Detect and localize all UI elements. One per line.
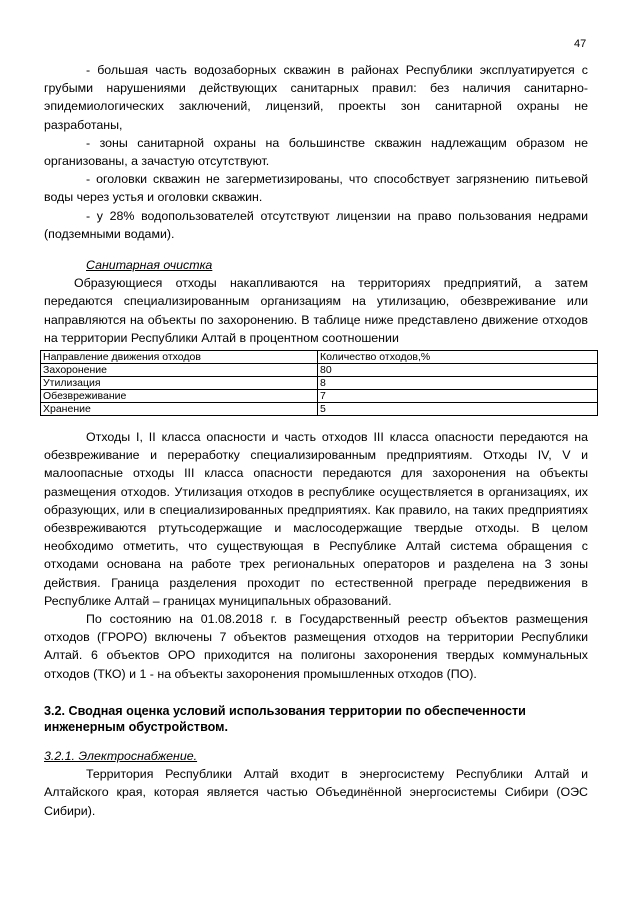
sanitary-section — [44, 256, 588, 347]
sanitary-heading: Санитарная очистка — [86, 258, 213, 272]
section-heading: 3.2. Сводная оценка условий использования территории по обеспеченности инженерным обустройством. — [44, 704, 526, 734]
energy-paragraph: Территория Республики Алтай входит в энергосистему Республики Алтай и Алтайского края, которая является частью Объединённой энергосистемы Сибири (ОЭС Сибири). — [44, 767, 588, 818]
table-row — [41, 403, 598, 416]
table-header-cell: Направление движения отходов — [41, 351, 318, 364]
table-cell: 7 — [318, 390, 598, 403]
table-cell: Утилизация — [41, 377, 318, 390]
body-paragraph: Отходы I, II класса опасности и часть отходов III класса опасности передаются на обезвреживание и переработку специализированным предприятиям. Отходы IV, V и малоопасные отходы III класса опасности передаются для захоронения на объекты размещения отходов. Утилизация отходов в республике осуществляется в организациях, их образующих, или в специализированных предприятиях. Как правило, на таких предприятиях обезвреживаются ртутьсодержащие и маслосодержащие твердые отходы. В целом необходимо отметить, что существующая в Республике Алтай система обращения с отходами основана на работе трех региональных операторов и разделена на 3 зоны действия. Граница разделения проходит по естественной преграде передвижения в Республике Алтай – границах муниципальных образований. — [44, 430, 588, 608]
table-cell: 80 — [318, 364, 598, 377]
list-item: - оголовки скважин не загерметизированы, что способствует загрязнению питьевой воды через устья и оголовки скважин. — [44, 172, 588, 205]
list-item: - у 28% водопользователей отсутствуют лицензии на право пользования недрами (подземными водами). — [44, 208, 588, 241]
table-cell: 8 — [318, 377, 598, 390]
body-paragraph: По состоянию на 01.08.2018 г. в Государственный реестр объектов размещения отходов (ГРОРО) включены 7 объектов размещения отходов на территории Республики Алтай. 6 объектов ОРО приходится на полигоны захоронения твердых коммунальных отходов (ТКО) и 1 - на объекты захоронения промышленных отходов (ПО). — [44, 612, 588, 681]
table-row — [41, 377, 598, 390]
waste-body — [44, 428, 588, 683]
table-cell: Обезвреживание — [41, 390, 318, 403]
well-issues-list — [44, 61, 588, 243]
energy-section — [44, 747, 588, 820]
table-cell: Захоронение — [41, 364, 318, 377]
sanitary-intro: Образующиеся отходы накапливаются на территориях предприятий, а затем передаются специализированным организациям на утилизацию, обезвреживание или направляются на объекты по захоронению. В таблице ниже представлено движение отходов на территории Республики Алтай в процентном соотношении — [44, 276, 588, 345]
table-row — [41, 364, 598, 377]
table-header-row — [41, 351, 598, 364]
waste-table — [40, 350, 598, 416]
table-header-cell: Количество отходов,% — [318, 351, 598, 364]
table-cell: 5 — [318, 403, 598, 416]
page-number: 47 — [574, 38, 587, 50]
energy-heading: 3.2.1. Электроснабжение. — [44, 749, 198, 763]
list-item: - зоны санитарной охраны на большинстве скважин надлежащим образом не организованы, а зачастую отсутствуют. — [44, 135, 588, 169]
list-item: - большая часть водозаборных скважин в районах Республики эксплуатируется с грубыми нарушениями действующих санитарных правил: без наличия санитарно-эпидемиологических заключений, лицензий, проекты зон санитарной охраны не разработаны, — [44, 63, 588, 132]
table-cell: Хранение — [41, 403, 318, 416]
table-row — [41, 390, 598, 403]
